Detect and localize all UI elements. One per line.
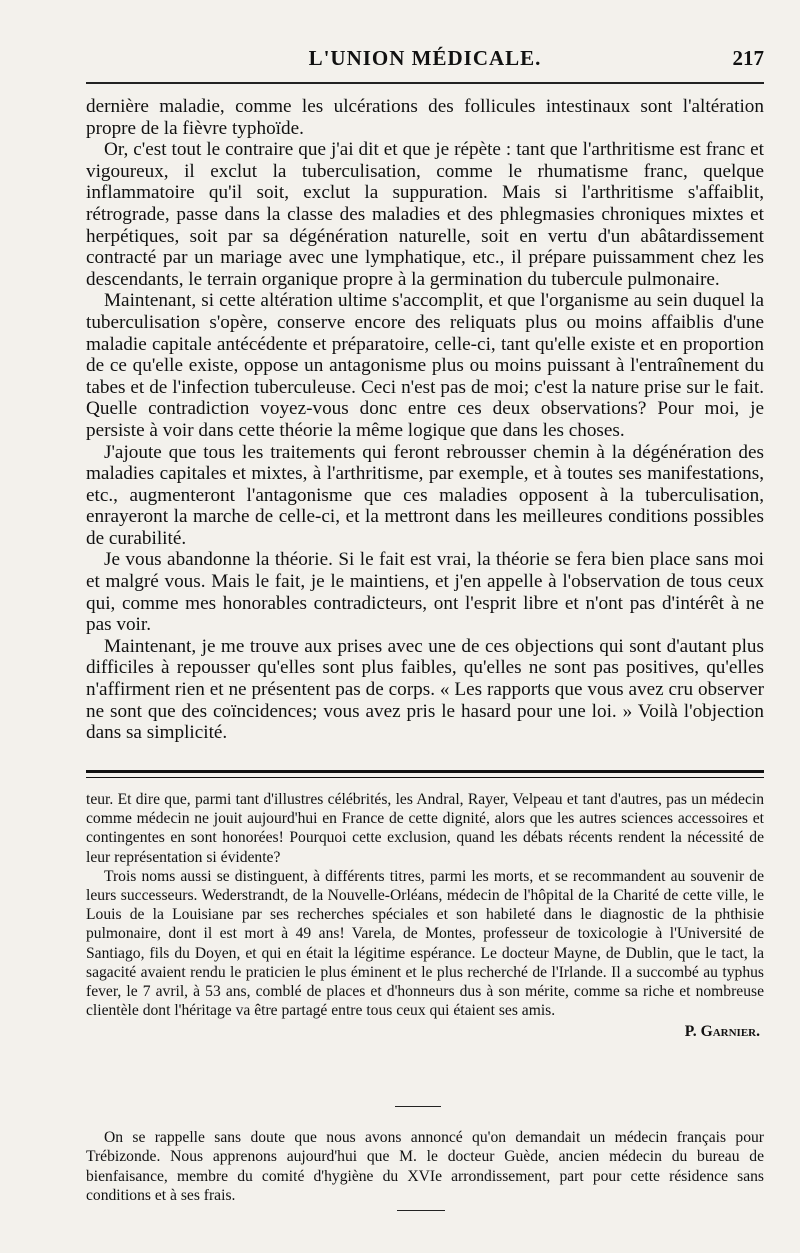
body-paragraph: Maintenant, je me trouve aux prises avec une de ces objections qui sont d'autant plus difficiles à repousser qu'elles sont plus faibles, qu'elles ne sont pas positives, qu'elles n'affirment rien et ne présentent pas de corps. « Les rapports que vous avez cru observer ne sont que des coïncidences; vous avez pris le hasard pour une loi. » Voilà l'objection dans sa simplicité.: [86, 635, 764, 744]
news-item: [86, 1128, 764, 1206]
section-double-rule: [86, 770, 764, 778]
bottom-divider: [397, 1210, 445, 1211]
news-paragraph: On se rappelle sans doute que nous avons annoncé qu'on demandait un médecin français pour Trébizonde. Nous apprenons aujourd'hui que M. le docteur Guède, ancien médecin du bureau de bienfaisance, membre du comité d'hygiène du XVIe arrondissement, part pour cette résidence sans conditions et à ses frais.: [86, 1129, 764, 1205]
header-rule: [86, 82, 764, 84]
footnote-paragraph: Trois noms aussi se distinguent, à différents titres, parmi les morts, et se recommandent au souvenir de leurs successeurs. Wederstrandt, de la Nouvelle-Orléans, médecin de l'hôpital de la Charité de cette ville, le Louis de la Louisiane par ses recherches spéciales et son habileté dans le diagnostic de la phthisie pulmonaire, dont il est mort à 49 ans! Varela, de Montes, professeur de toxicologie à l'Université de Santiago, fils du Doyen, et qui en était la légitime espérance. Le docteur Mayne, de Dublin, que le tact, la sagacité avaient rendu le praticien le plus éminent et le plus recherché de l'Irlande. Il a succombé au typhus fever, le 7 avril, à 53 ans, comblé de places et d'honneurs dus à son mérite, comme sa riche et nombreuse clientèle dont l'héritage va être partagé entre tous ceux qui étaient ses amis.: [86, 867, 764, 1020]
author-signature: P. Garnier.: [684, 1023, 760, 1041]
running-header: [86, 46, 764, 80]
short-divider: [395, 1106, 441, 1107]
body-paragraph: J'ajoute que tous les traitements qui feront rebrousser chemin à la dégénération des maladies capitales et mixtes, à l'arthritisme, par exemple, et à toutes ses manifestations, etc., augmenteront l'antagonisme que ces maladies opposent à la tuberculisation, enrayeront la marche de celle-ci, et la mettront dans les meilleures conditions possibles de curabilité.: [86, 441, 764, 549]
feuilleton-continuation: [86, 790, 764, 1042]
body-paragraph: dernière maladie, comme les ulcérations des follicules intestinaux sont l'altération propre de la fièvre typhoïde.: [86, 96, 764, 139]
journal-title: L'UNION MÉDICALE.: [308, 46, 542, 70]
body-paragraph: Or, c'est tout le contraire que j'ai dit et que je répète : tant que l'arthritisme est franc et vigoureux, il exclut la tuberculisation, comme le rhumatisme franc, quelque inflammatoire qu'il soit, exclut la suppuration. Mais si l'arthritisme s'affaiblit, rétrograde, passe dans la classe des maladies et des phlegmasies chroniques mixtes et herpétiques, soit par sa dégénération naturelle, soit en vertu d'un abâtardissement contracté par un mariage avec une lymphatique, etc., il prépare puissamment chez les descendants, le terrain organique propre à la germination du tubercule pulmonaire.: [86, 139, 764, 290]
main-article-text: [86, 96, 764, 744]
page-number: 217: [732, 46, 764, 70]
body-paragraph: Maintenant, si cette altération ultime s'accomplit, et que l'organisme au sein duquel la tuberculisation s'opère, conserve encore des reliquats plus ou moins affaiblis d'une maladie capitale antécédente et préparatoire, celle-ci, tant qu'elle existe et en proportion de ce qu'elle existe, oppose un antagonisme plus ou moins puissant à l'entraînement du tabes et de l'infection tuberculeuse. Ceci n'est pas de moi; c'est la nature prise sur le fait. Quelle contradiction voyez-vous donc entre ces deux observations? Pour moi, je persiste à voir dans cette théorie la même logique que dans les choses.: [86, 290, 764, 441]
body-paragraph: Je vous abandonne la théorie. Si le fait est vrai, la théorie se fera bien place sans moi et malgré vous. Mais le fait, je le maintiens, et j'en appelle à l'observation de tous ceux qui, comme mes honorables contradicteurs, ont l'esprit libre et n'ont pas d'intérêt à ne pas voir.: [86, 549, 764, 636]
footnote-paragraph: teur. Et dire que, parmi tant d'illustres célébrités, les Andral, Rayer, Velpeau et tant d'autres, pas un médecin comme médecin ne jouit aujourd'hui en France de cette dignité, alors que les autres sciences accessoires et contingentes en sont honorées! Pourquoi cette exclusion, quand les débats récents rendent la nécessité de leur représentation si évidente?: [86, 791, 764, 866]
